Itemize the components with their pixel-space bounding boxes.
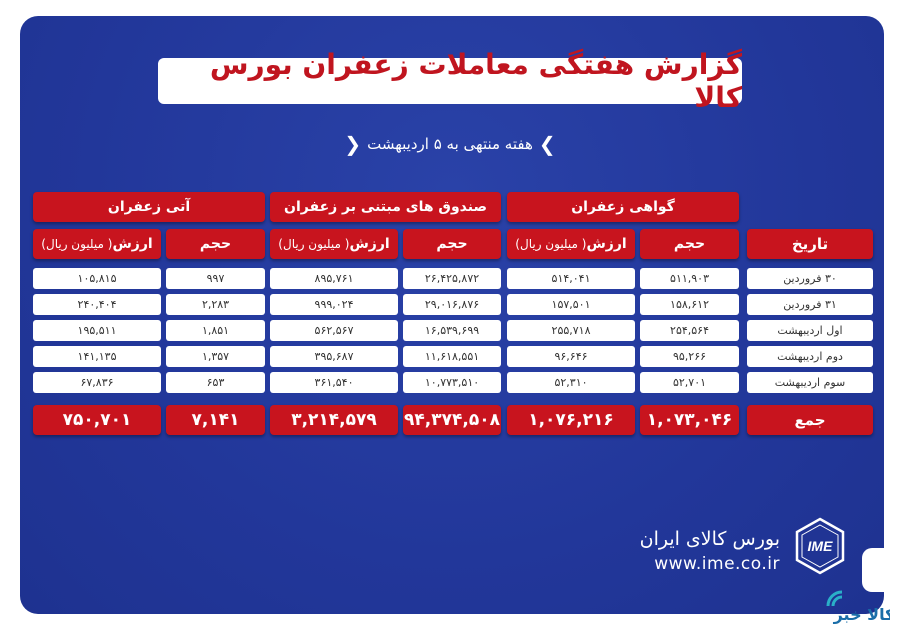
bracket-right-icon: ❯ <box>538 132 556 156</box>
column-header-g3-value <box>33 229 161 259</box>
column-header-g1-value <box>507 229 635 259</box>
cell-date: اول اردیبهشت <box>747 320 873 341</box>
cell-g2-value: ۳۹۵,۶۸۷ <box>270 346 398 367</box>
cell-g3-value: ۶۷,۸۳۶ <box>33 372 161 393</box>
cell-g3-volume: ۱,۳۵۷ <box>166 346 265 367</box>
cell-g2-volume: ۱۱,۶۱۸,۵۵۱ <box>403 346 501 367</box>
cell-g2-value: ۸۹۵,۷۶۱ <box>270 268 398 289</box>
column-header-date: تاریخ <box>747 229 873 259</box>
cell-date: ۳۱ فروردین <box>747 294 873 315</box>
watermark-logo <box>820 578 890 630</box>
cell-g3-value: ۲۴۰,۴۰۴ <box>33 294 161 315</box>
total-g3-value: ۷۵۰,۷۰۱ <box>33 405 161 435</box>
cell-g3-volume: ۲,۲۸۳ <box>166 294 265 315</box>
cell-g1-value: ۲۵۵,۷۱۸ <box>507 320 635 341</box>
cell-g3-volume: ۶۵۳ <box>166 372 265 393</box>
title-bar <box>158 48 742 114</box>
cell-g2-volume: ۱۶,۵۳۹,۶۹۹ <box>403 320 501 341</box>
cell-g2-volume: ۲۹,۰۱۶,۸۷۶ <box>403 294 501 315</box>
cell-g2-volume: ۲۶,۴۲۵,۸۷۲ <box>403 268 501 289</box>
footer <box>612 528 780 574</box>
column-header-g2-value <box>270 229 398 259</box>
value-unit: ( میلیون ریال) <box>41 237 113 251</box>
cell-g1-volume: ۲۵۴,۵۶۴ <box>640 320 739 341</box>
total-g2-volume: ۹۴,۳۷۴,۵۰۸ <box>403 405 501 435</box>
cell-g3-value: ۱۹۵,۵۱۱ <box>33 320 161 341</box>
cell-g1-volume: ۵۲,۷۰۱ <box>640 372 739 393</box>
cell-g3-volume: ۱,۸۵۱ <box>166 320 265 341</box>
bracket-left-icon: ❮ <box>344 132 362 156</box>
value-label: ارزش <box>349 236 390 252</box>
cell-date: ۳۰ فروردین <box>747 268 873 289</box>
cell-g1-value: ۱۵۷,۵۰۱ <box>507 294 635 315</box>
column-header-g2-volume: حجم <box>403 229 501 259</box>
subtitle-text: هفته منتهی به ۵ اردیبهشت <box>367 135 533 153</box>
cell-g2-value: ۵۶۲,۵۶۷ <box>270 320 398 341</box>
cell-g1-value: ۵۲,۳۱۰ <box>507 372 635 393</box>
cell-g3-value: ۱۴۱,۱۳۵ <box>33 346 161 367</box>
value-unit: ( میلیون ریال) <box>515 237 587 251</box>
total-g2-value: ۳,۲۱۴,۵۷۹ <box>270 405 398 435</box>
cell-g1-volume: ۵۱۱,۹۰۳ <box>640 268 739 289</box>
cell-g1-volume: ۹۵,۲۶۶ <box>640 346 739 367</box>
group-header-futures: آتی زعفران <box>33 192 265 222</box>
total-g3-volume: ۷,۱۴۱ <box>166 405 265 435</box>
total-label: جمع <box>747 405 873 435</box>
value-unit: ( میلیون ریال) <box>278 237 350 251</box>
value-label: ارزش <box>586 236 627 252</box>
cell-g2-volume: ۱۰,۷۷۳,۵۱۰ <box>403 372 501 393</box>
cell-g1-value: ۹۶,۶۴۶ <box>507 346 635 367</box>
subtitle <box>300 132 600 156</box>
footer-url: www.ime.co.ir <box>654 554 780 574</box>
logo-text: IME <box>807 538 833 554</box>
cell-g3-volume: ۹۹۷ <box>166 268 265 289</box>
cell-date: سوم اردیبهشت <box>747 372 873 393</box>
footer-org-name: بورس کالای ایران <box>639 528 780 550</box>
total-g1-value: ۱,۰۷۶,۲۱۶ <box>507 405 635 435</box>
watermark-text: کالا خبر <box>833 605 890 624</box>
total-g1-volume: ۱,۰۷۳,۰۴۶ <box>640 405 739 435</box>
group-header-funds: صندوق های مبتنی بر زعفران <box>270 192 501 222</box>
cell-date: دوم اردیبهشت <box>747 346 873 367</box>
cell-g3-value: ۱۰۵,۸۱۵ <box>33 268 161 289</box>
cell-g2-value: ۳۶۱,۵۴۰ <box>270 372 398 393</box>
column-header-g1-volume: حجم <box>640 229 739 259</box>
value-label: ارزش <box>112 236 153 252</box>
column-header-g3-volume: حجم <box>166 229 265 259</box>
cell-g1-volume: ۱۵۸,۶۱۲ <box>640 294 739 315</box>
page-title: گزارش هفتگی معاملات زعفران بورس کالا <box>209 48 742 114</box>
cell-g2-value: ۹۹۹,۰۲۴ <box>270 294 398 315</box>
cell-g1-value: ۵۱۴,۰۴۱ <box>507 268 635 289</box>
ime-logo-icon <box>790 516 850 580</box>
group-header-certificate: گواهی زعفران <box>507 192 739 222</box>
